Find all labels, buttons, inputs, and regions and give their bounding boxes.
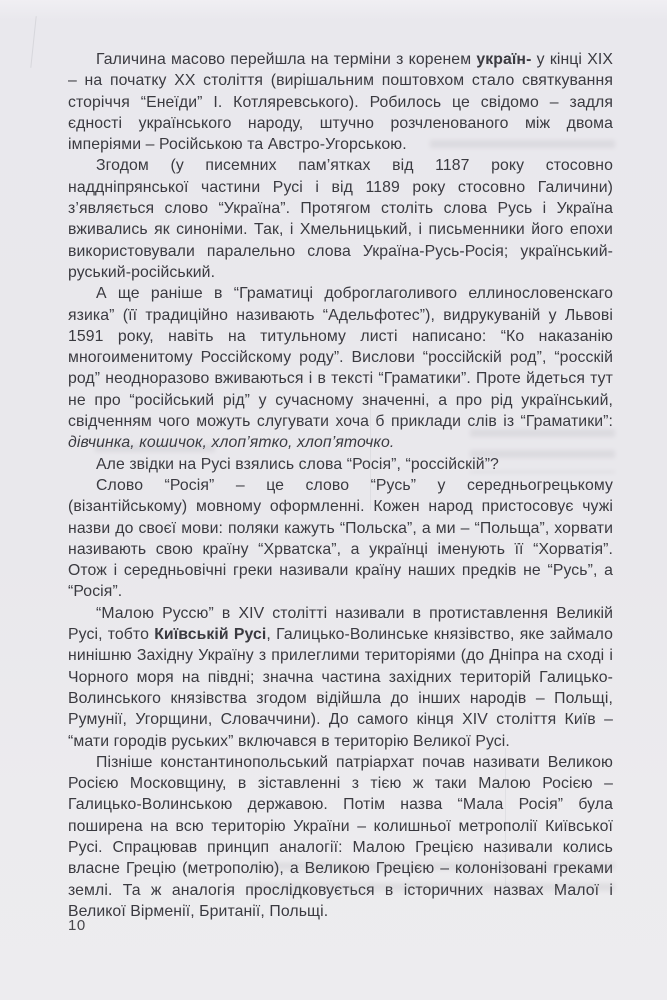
scratch-artifact [30,16,36,68]
page-number: 10 [68,917,86,934]
bold-text-run: Київській Русі [154,626,267,644]
text-run: Згодом (у писемних пам’ятках від 1187 року стосовно наддніпрянської частини Русі і від 1189 року стосовно Галичини) з’являється слово “Україна”. Протягом століть слова Русь і Україна вживались як синоніми. Так, і Хмельницький, і письменники його епохи використовували паралельно слова Україна-Русь-Росія; український-руський-російський. [68,157,613,281]
text-run: А ще раніше в “Граматиці доброглаголивого еллинословенскаго язика” (її традиційно називають “Адельфотес”), видрукуваній у Львові 1591 року, навіть на титульному листі написано: “Ко наказанію многоименитому Россійскому роду”. Вислови “россійскій род”, “росскій род” неодноразово вживаються і в тексті “Граматики”. Проте йдеться тут не про “російський рід” у сучасному значенні, а про рід український, свідченням чого можуть слугувати хоча б приклади слів із “Граматики”: [68,285,613,431]
text-run: Пізніше константинопольський патріархат почав називати Великою Росією Московщину, в зіставленні з тією ж таки Малою Росією – Галицько-Волинською державою. Потім назва “Мала Росія” була поширена на всю територію України – колишньої метрополії Київської Русі. Спрацював принцип аналогії: Малою Грецією називали колись власне Грецію (метрополію), а Великою Грецією – колонізовані греками землі. Та ж аналогія прослідковується в історичних назвах Малої і Великої Вірменії, Британії, Польщі. [68,753,613,920]
italic-text-run: дівчинка, кошичок, хлоп’ятко, хлоп’яточко. [68,434,395,452]
text-run: “Малою Руссю” в XIV столітті називали в протиставлення Великій Русі, тобто [68,604,613,644]
paragraph [68,475,613,603]
text-run: Але звідки на Русі взялись слова “Росія”, “россійскій”? [96,455,499,473]
text-run: , Галицько-Волинське князівство, яке займало нинішню Західну Україну з прилеглими територіями (до Дніпра на сході і Чорного моря на півдні; значна частина західних територій Галицько-Волинського князівства згодом відійшла до інших народів – Польщі, Румунії, Угорщини, Словаччини). До самого кінця XIV століття Київ – “мати городів руських” включався в територію Великої Русі. [68,626,613,750]
paragraph [68,454,613,475]
text-run: Слово “Росія” – це слово “Русь” у середньогрецькому (візантійському) мовному оформленні. Кожен народ пристосовує чужі назви до своєї мови: поляки кажуть “Польска”, а ми – “Польща”, хорвати називають свою країну “Хрватска”, а українці іменують її “Хорватія”. Отож і середньовічні греки називали країну наших предків не “Русь”, а “Росія”. [68,476,613,601]
text-run: у кінці XIX – на початку XX століття (вирішальним поштовхом стало святкування сторіччя “Енеїди” І. Котляревського). Робилось це свідомо – задля єдності українського народу, штучно розчленованого між двома імперіями – Російською та Австро-Угорською. [68,51,613,154]
text-block [68,49,613,922]
text-run: Галичина масово перейшла на терміни з коренем [96,51,477,68]
paragraph [68,752,613,922]
paragraph [68,155,613,283]
paragraph [68,49,613,155]
bold-text-run: україн- [476,51,532,68]
paragraph [68,283,613,453]
paragraph [68,603,613,752]
